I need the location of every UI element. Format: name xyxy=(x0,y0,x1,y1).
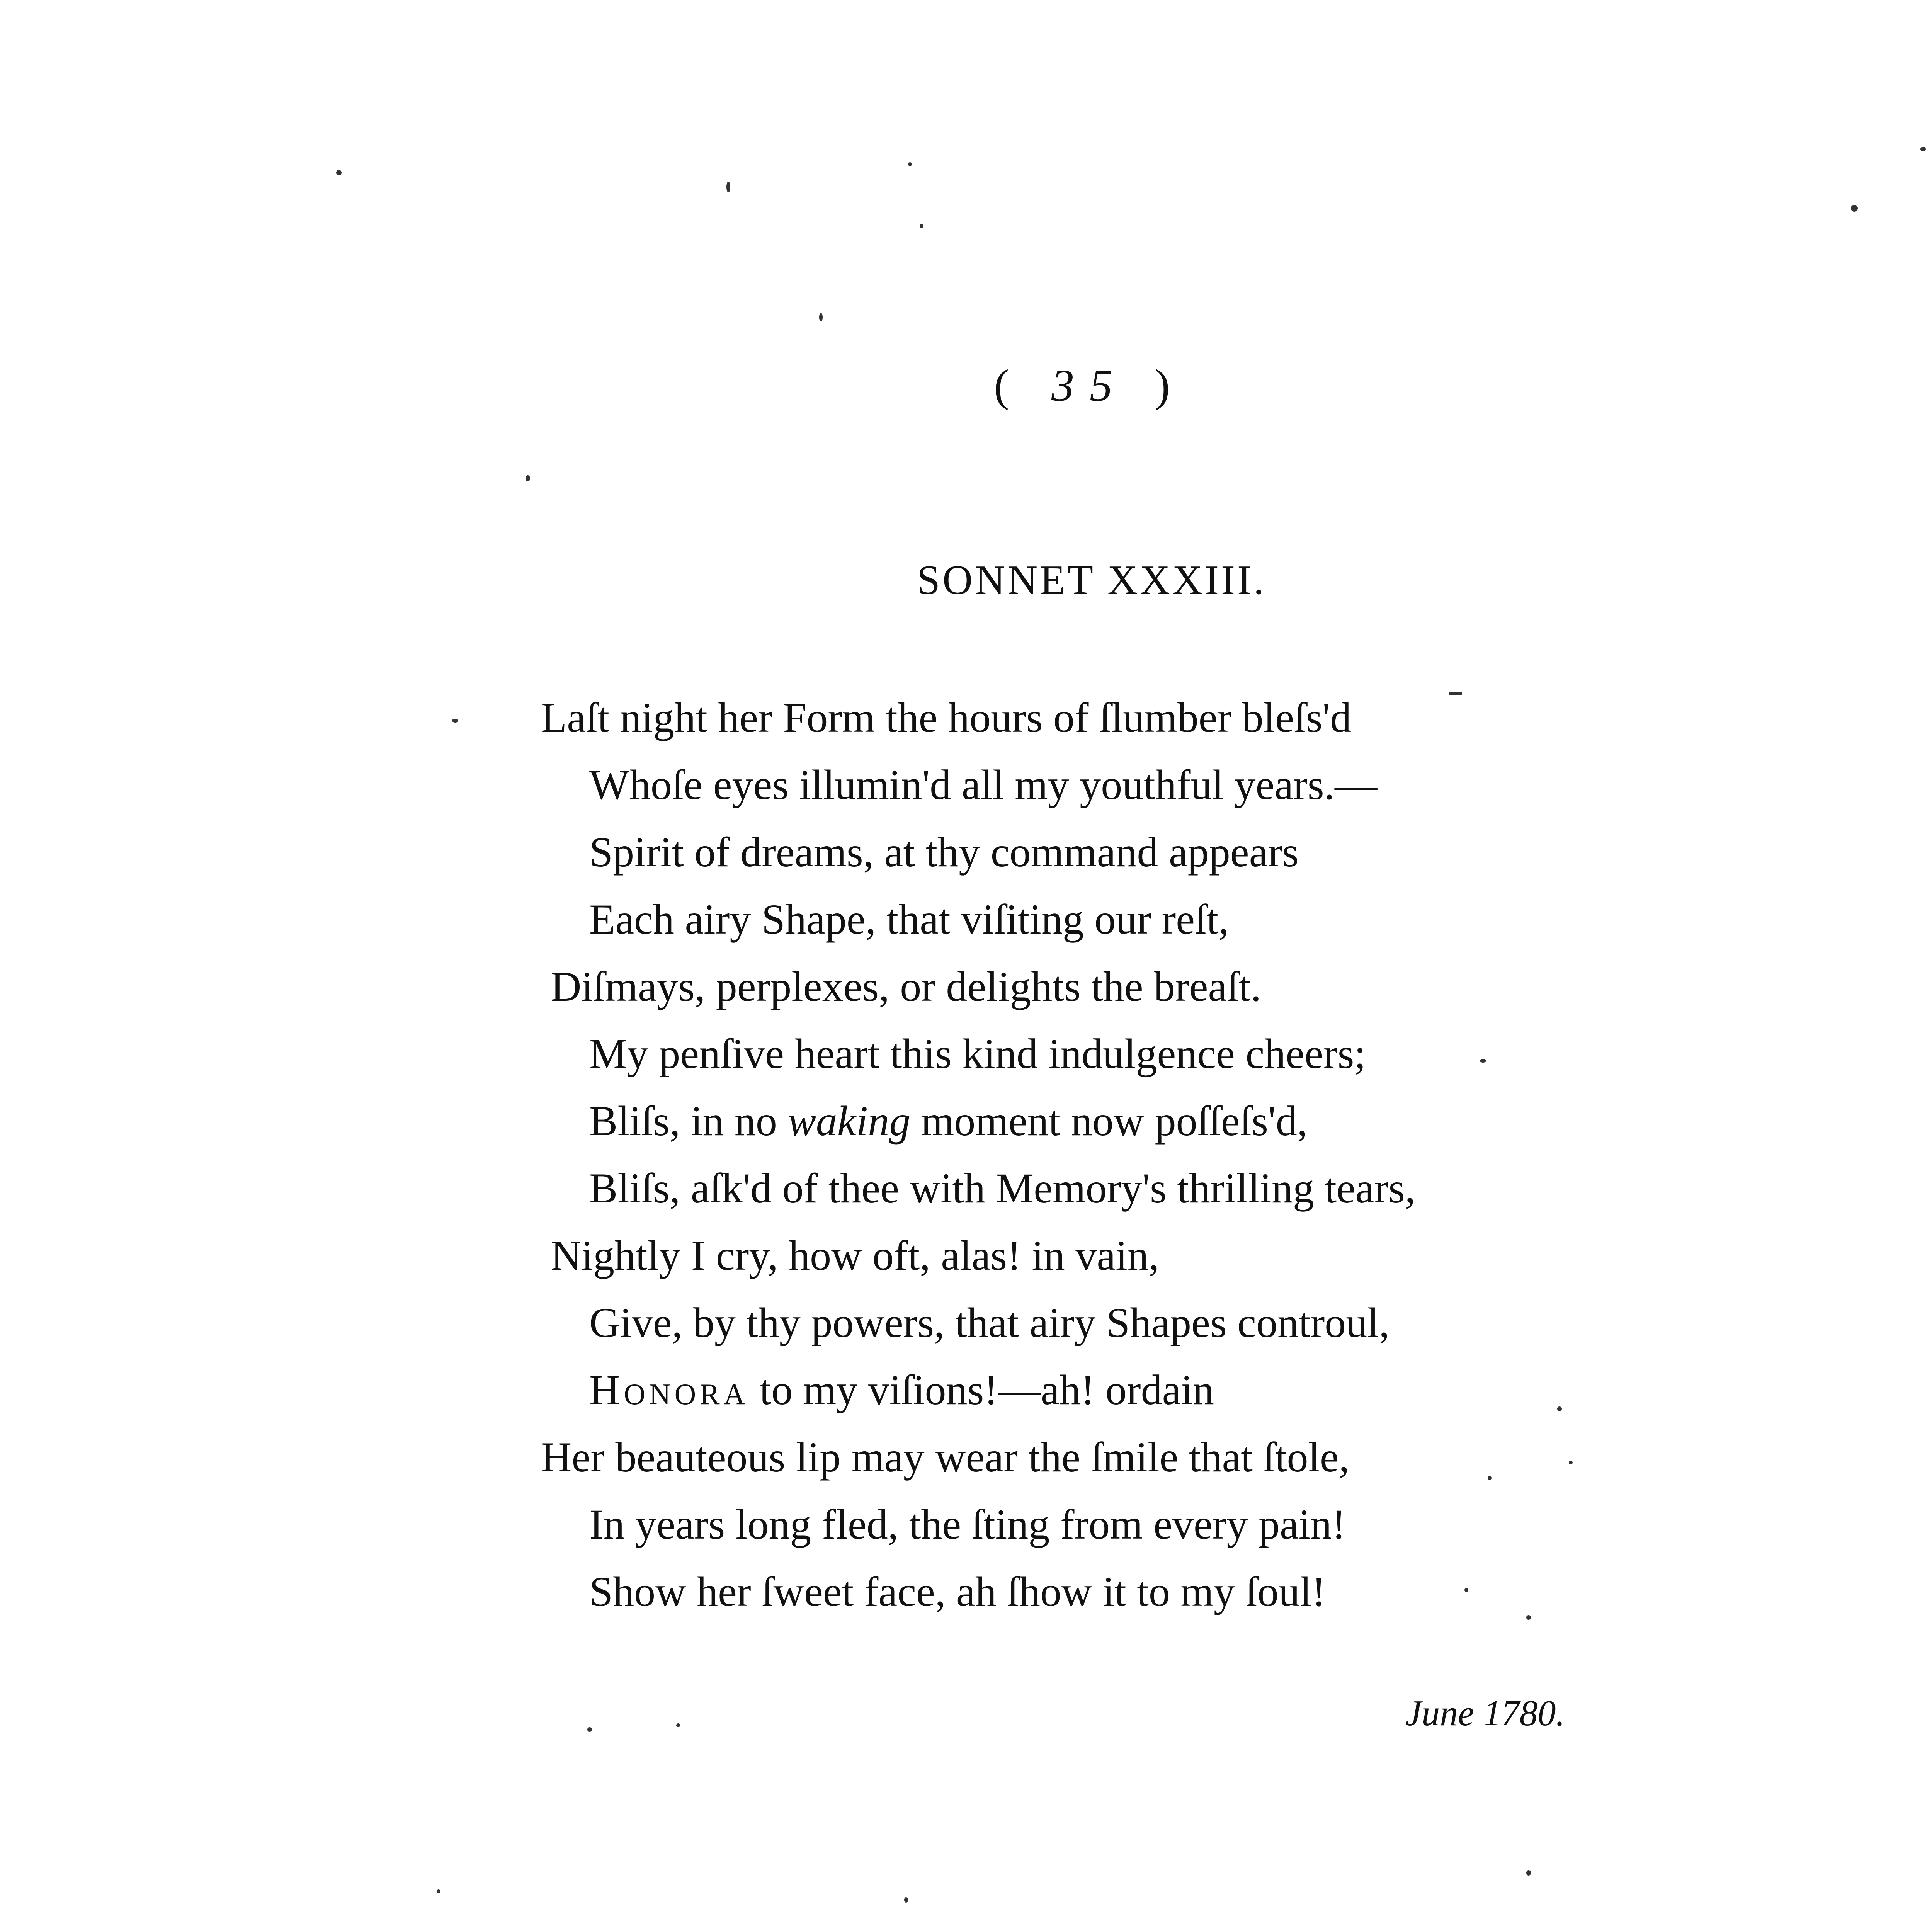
speck xyxy=(726,182,730,192)
page-number-close-paren: ) xyxy=(1155,360,1185,411)
page-number-value: 35 xyxy=(1051,360,1128,411)
sonnet-line-14: Show her ſweet face, ah ſhow it to my ſoul! xyxy=(589,1568,1326,1615)
speck xyxy=(1526,1615,1531,1620)
speck xyxy=(1480,1059,1486,1063)
page-number xyxy=(954,359,1225,412)
sonnet-line-6: My penſive heart this kind indulgence cheers; xyxy=(589,1030,1366,1077)
sonnet-line-4: Each airy Shape, that viſiting our reſt, xyxy=(589,896,1229,943)
speck xyxy=(587,1727,592,1732)
sonnet-line-7 xyxy=(541,1087,1584,1155)
speck xyxy=(526,475,530,481)
speck xyxy=(452,719,458,723)
speck xyxy=(336,170,342,175)
sonnet-body xyxy=(541,684,1584,1625)
sonnet-line-11-name: Honora xyxy=(589,1366,749,1413)
speck xyxy=(904,1897,908,1903)
speck xyxy=(1488,1476,1492,1480)
date-line: June 1780. xyxy=(1405,1693,1565,1733)
speck xyxy=(1851,205,1858,212)
speck xyxy=(1557,1406,1562,1411)
sonnet-line-10: Give, by thy powers, that airy Shapes controul, xyxy=(589,1299,1390,1346)
page-number-open-paren: ( xyxy=(994,360,1025,411)
sonnet-title: SONNET XXXIII. xyxy=(917,557,1266,603)
sonnet-line-1: Laſt night her Form the hours of ſlumber bleſs'd xyxy=(541,694,1352,741)
sonnet-line-11-end: to my viſions!—ah! ordain xyxy=(749,1366,1214,1413)
speck xyxy=(908,162,912,166)
speck xyxy=(1526,1870,1531,1876)
sonnet-line-7-italic-word: waking xyxy=(787,1097,911,1145)
speck xyxy=(676,1723,680,1727)
sonnet-line-7-start: Bliſs, in no xyxy=(589,1097,788,1145)
sonnet-line-8: Bliſs, aſk'd of thee with Memory's thrilling tears, xyxy=(589,1165,1416,1212)
speck xyxy=(1449,692,1462,695)
speck xyxy=(437,1889,440,1893)
sonnet-line-7-end: moment now poſſeſs'd, xyxy=(910,1097,1308,1145)
speck xyxy=(1920,147,1926,151)
speck xyxy=(1464,1588,1468,1592)
sonnet-line-3: Spirit of dreams, at thy command appears xyxy=(589,828,1299,876)
speck xyxy=(819,313,823,321)
sonnet-line-12: Her beauteous lip may wear the ſmile that ſtole, xyxy=(541,1434,1350,1481)
speck xyxy=(1569,1461,1573,1464)
sonnet-line-2: Whoſe eyes illumin'd all my youthful years.— xyxy=(589,761,1378,808)
speck xyxy=(920,224,923,228)
sonnet-line-5: Diſmays, perplexes, or delights the breaſt. xyxy=(551,963,1261,1010)
sonnet-line-11 xyxy=(541,1356,1584,1423)
sonnet-line-9: Nightly I cry, how oft, alas! in vain, xyxy=(551,1232,1160,1279)
sonnet-line-13: In years long fled, the ſting from every pain! xyxy=(589,1501,1346,1548)
